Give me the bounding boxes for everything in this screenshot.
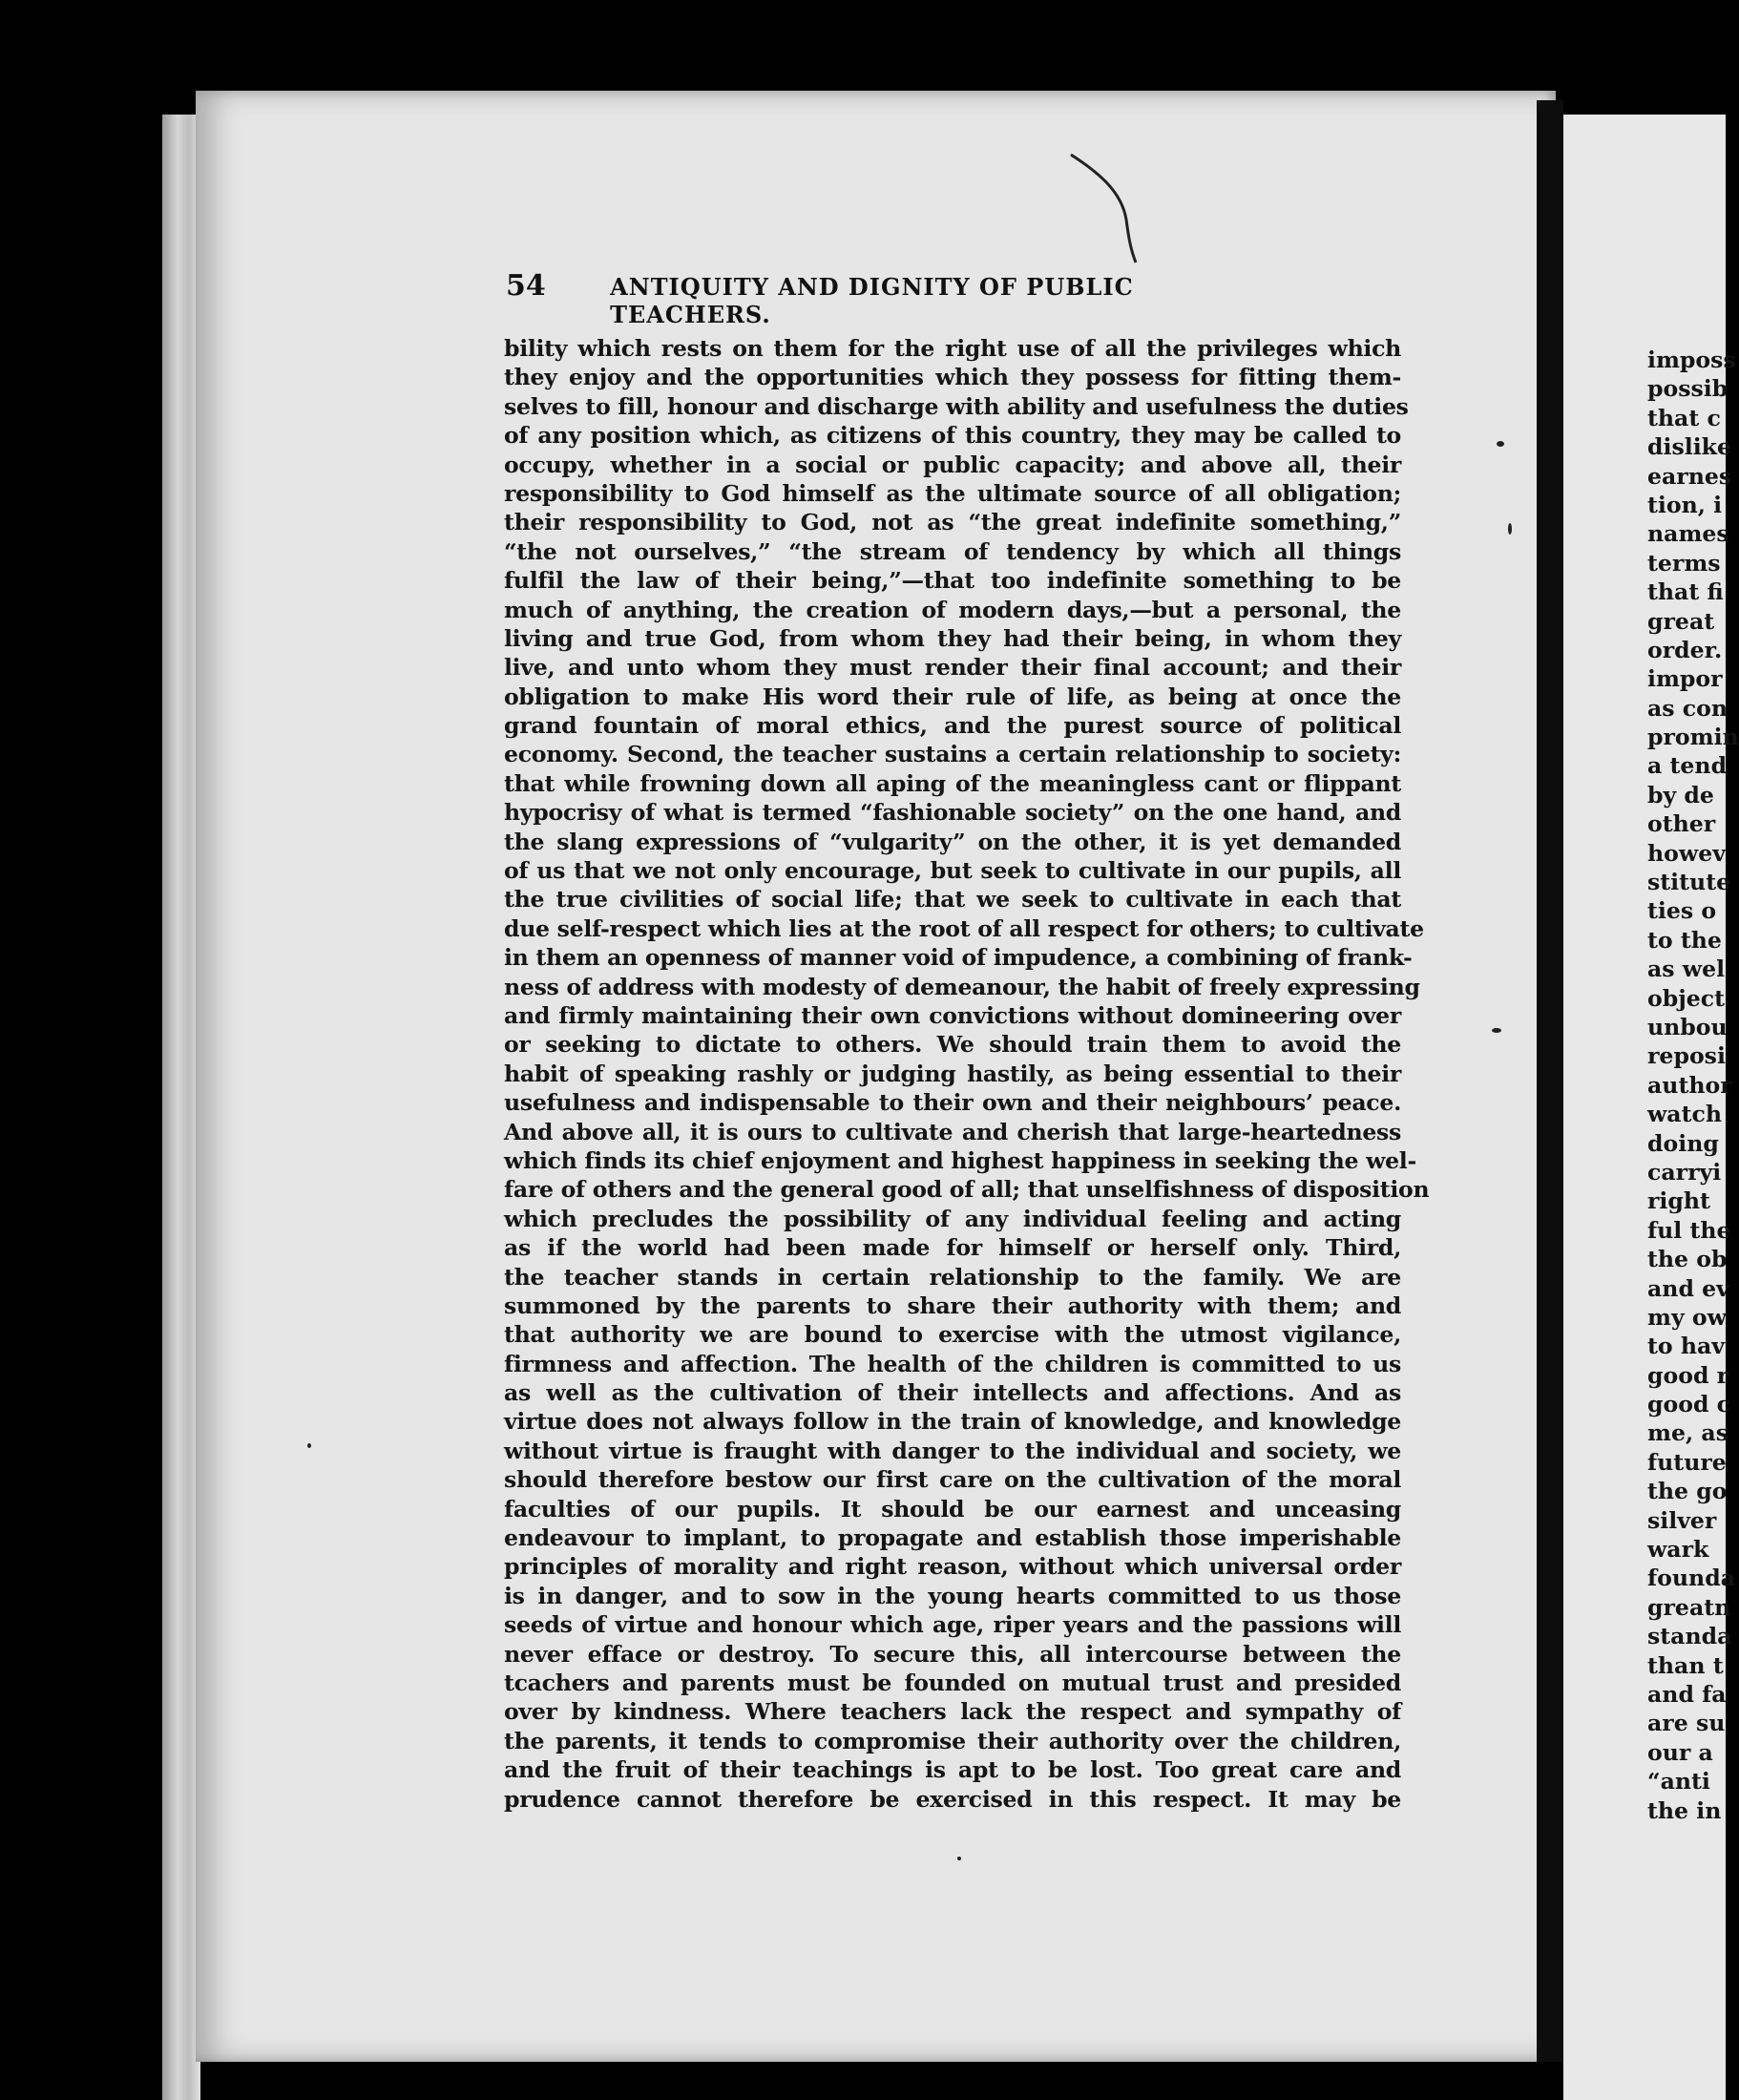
right-page-line: the ob [1647, 1246, 1728, 1273]
margin-speck [957, 1857, 961, 1860]
text-line: and firmly maintaining their own convictions without domineering over [504, 1001, 1401, 1029]
text-line: never efface or destroy. To secure this, all intercourse between the [504, 1640, 1401, 1668]
text-line: which precludes the possibility of any individual feeling and acting [504, 1205, 1401, 1232]
book-edge-left [162, 115, 200, 2100]
right-page-line: are su [1647, 1710, 1726, 1737]
right-page-line: wark [1647, 1536, 1709, 1564]
text-line: principles of morality and right reason, without which universal order [504, 1553, 1401, 1581]
pencil-mark [1069, 153, 1155, 267]
right-page-line: founda [1647, 1564, 1735, 1592]
right-page-line: silver [1647, 1506, 1717, 1534]
right-page-line: ties o [1647, 897, 1717, 925]
right-page-line: my ow [1647, 1303, 1727, 1331]
right-page-line: promin [1647, 724, 1739, 751]
running-head [506, 269, 1298, 328]
right-page-line: dislike [1647, 433, 1732, 461]
text-line: selves to fill, honour and discharge with ability and usefulness the duties [504, 392, 1409, 420]
right-page-line: and fa [1647, 1680, 1727, 1708]
right-page-line: impor [1647, 665, 1723, 693]
right-page-line: order. [1647, 636, 1723, 663]
margin-speck [1497, 441, 1504, 447]
right-page-line: object [1647, 984, 1726, 1012]
right-page-line: watch [1647, 1101, 1723, 1128]
text-line: habit of speaking rashly or judging hastily, as being essential to their [504, 1060, 1401, 1087]
right-page-line: earnes [1647, 462, 1732, 490]
right-page-line: carryi [1647, 1158, 1722, 1186]
text-line: as well as the cultivation of their intellects and affections. And as [504, 1379, 1401, 1407]
text-line: that authority we are bound to exercise with the utmost vigilance, [504, 1321, 1401, 1349]
right-page-line: me, as [1647, 1419, 1729, 1447]
text-line: that while frowning down all aping of the meaningless cant or flippant [504, 769, 1401, 797]
page-number: 54 [506, 269, 546, 303]
body-text [504, 334, 1430, 1814]
right-page-line: imposs [1647, 346, 1736, 373]
right-page-line: to the [1647, 926, 1722, 954]
text-line: the parents, it tends to compromise their authority over the children, [504, 1727, 1401, 1754]
text-line: seeds of virtue and honour which age, riper years and the passions will [504, 1611, 1401, 1639]
margin-speck [307, 1443, 311, 1448]
right-page-line: the in [1647, 1796, 1722, 1824]
right-page-line: other [1647, 810, 1716, 838]
right-page-line: right [1647, 1187, 1710, 1215]
text-line: “the not ourselves,” “the stream of tendency by which all things [504, 537, 1401, 565]
right-page-line: author [1647, 1071, 1732, 1099]
text-line: over by kindness. Where teachers lack the respect and sympathy of [504, 1698, 1401, 1726]
text-line: And above all, it is ours to cultivate and cherish that large-heartedness [504, 1118, 1401, 1145]
right-page-line: our a [1647, 1738, 1713, 1766]
text-line: endeavour to implant, to propagate and establish those imperishable [504, 1524, 1401, 1552]
right-page-line: stitute [1647, 869, 1731, 896]
text-line: hypocrisy of what is termed “fashionable society” on the one hand, and [504, 799, 1401, 827]
text-line: tcachers and parents must be founded on mutual trust and presided [504, 1669, 1401, 1696]
text-line: of us that we not only encourage, but seek to cultivate in our pupils, all [504, 857, 1401, 885]
text-line: firmness and affection. The health of the children is committed to us [504, 1350, 1401, 1377]
text-line: prudence cannot therefore be exercised in this respect. It may be [504, 1785, 1401, 1813]
right-page-line: the go [1647, 1478, 1728, 1505]
right-page-line: “anti [1647, 1768, 1710, 1796]
right-page-line: reposi [1647, 1042, 1726, 1070]
right-page-line: good r [1647, 1361, 1729, 1389]
text-line: they enjoy and the opportunities which they possess for fitting them- [504, 364, 1401, 391]
text-line: the true civilities of social life; that we seek to cultivate in each that [504, 886, 1401, 914]
text-line: due self-respect which lies at the root of all respect for others; to cultivate [504, 914, 1424, 942]
right-page-text [1647, 346, 1739, 1825]
text-line: grand fountain of moral ethics, and the purest source of political [504, 712, 1401, 740]
right-page-line: names [1647, 520, 1729, 548]
right-page-line: doing [1647, 1129, 1719, 1157]
text-line: is in danger, and to sow in the young hearts committed to us those [504, 1582, 1401, 1609]
text-line: of any position which, as citizens of this country, they may be called to [504, 422, 1401, 450]
right-page-line: unbou [1647, 1013, 1728, 1040]
right-page-line: howev [1647, 839, 1726, 867]
text-line: fulfil the law of their being,”—that too indefinite something to be [504, 567, 1401, 595]
text-line: summoned by the parents to share their authority with them; and [504, 1292, 1401, 1319]
book-gutter [1537, 100, 1563, 2062]
text-line: faculties of our pupils. It should be our earnest and unceasing [504, 1495, 1401, 1522]
right-page-line: future [1647, 1448, 1727, 1476]
right-page-line: greatn [1647, 1593, 1731, 1621]
text-line: much of anything, the creation of modern days,—but a personal, the [504, 596, 1401, 623]
text-line: virtue does not always follow in the train of knowledge, and knowledge [504, 1408, 1401, 1436]
right-page-line: ful the [1647, 1216, 1731, 1244]
text-line: the slang expressions of “vulgarity” on the other, it is yet demanded [504, 828, 1401, 855]
text-line: the teacher stands in certain relationship to the family. We are [504, 1263, 1401, 1291]
right-page-line: than t [1647, 1651, 1724, 1679]
right-page-line: terms [1647, 549, 1721, 577]
right-page-line: standa [1647, 1623, 1732, 1650]
right-page-line: that fi [1647, 578, 1724, 606]
text-line: obligation to make His word their rule of life, as being at once the [504, 682, 1401, 710]
right-page-line: possib [1647, 375, 1729, 403]
text-line: their responsibility to God, not as “the great indefinite something,” [504, 509, 1401, 536]
text-line: occupy, whether in a social or public capacity; and above all, their [504, 451, 1401, 478]
text-line: responsibility to God himself as the ultimate source of all obligation; [504, 479, 1401, 507]
right-page-line: as con [1647, 694, 1729, 722]
text-line: should therefore bestow our first care on the cultivation of the moral [504, 1466, 1401, 1494]
text-line: or seeking to dictate to others. We should train them to avoid the [504, 1031, 1401, 1059]
margin-speck [1492, 1028, 1501, 1033]
margin-speck [1508, 523, 1512, 535]
right-page-line: by de [1647, 781, 1714, 808]
right-page-line: good c [1647, 1391, 1731, 1418]
right-page-line: tion, i [1647, 491, 1723, 518]
text-line: and the fruit of their teachings is apt to be lost. Too great care and [504, 1756, 1401, 1784]
text-line: live, and unto whom they must render their final account; and their [504, 654, 1401, 682]
text-line: usefulness and indispensable to their own and their neighbours’ peace. [504, 1089, 1401, 1117]
text-line: without virtue is fraught with danger to the individual and society, we [504, 1437, 1401, 1464]
text-line: in them an openness of manner void of impudence, a combining of frank- [504, 944, 1413, 972]
text-line: ness of address with modesty of demeanour, the habit of freely expressing [504, 973, 1420, 1000]
text-line: economy. Second, the teacher sustains a certain relationship to society: [504, 741, 1401, 768]
running-title: ANTIQUITY AND DIGNITY OF PUBLIC TEACHERS. [610, 273, 1134, 328]
text-line: which finds its chief enjoyment and highest happiness in seeking the wel- [504, 1146, 1416, 1174]
right-page-line: to hav [1647, 1333, 1725, 1360]
text-line: fare of others and the general good of all; that unselfishness of disposition [504, 1176, 1430, 1204]
right-page-line: great [1647, 607, 1715, 635]
right-page-line: that c [1647, 404, 1721, 431]
text-line: bility which rests on them for the right use of all the privileges which [504, 335, 1401, 362]
right-page-line: as wel [1647, 956, 1726, 983]
right-page-line: a tend [1647, 752, 1728, 780]
text-line: living and true God, from whom they had their being, in whom they [504, 624, 1401, 652]
right-page-line: and ev [1647, 1274, 1729, 1302]
text-line: as if the world had been made for himself or herself only. Third, [504, 1234, 1401, 1262]
